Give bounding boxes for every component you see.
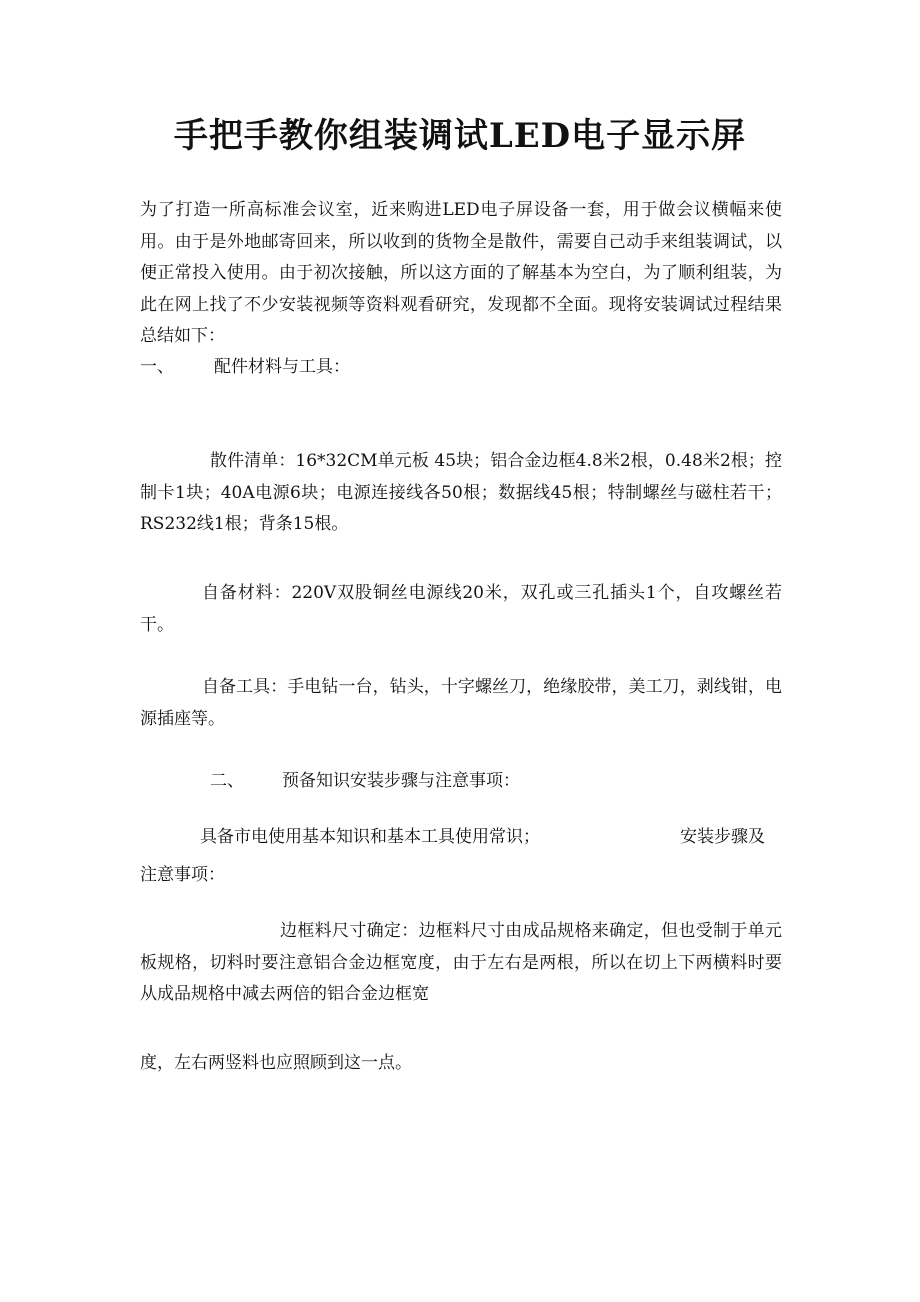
frame-size-paragraph: 边框料尺寸确定：边框料尺寸由成品规格来确定，但也受制于单元板规格，切料时要注意铝合金边框宽度，由于左右是两根，所以在切上下两横料时要从成品规格中减去两倍的铝合金边框宽: [140, 921, 782, 1004]
prerequisites-line: 具备市电使用基本知识和基本工具使用常识；: [200, 827, 540, 847]
frame-size-continuation: 度，左右两竖料也应照顾到这一点。: [140, 1053, 412, 1073]
section-2-number: 二、: [210, 771, 244, 791]
intro-paragraph: 为了打造一所高标准会议室，近来购进LED电子屏设备一套，用于做会议横幅来使用。由于是外地邮寄回来，所以收到的货物全是散件，需要自己动手来组装调试，以便正常投入使用。由于初次接触，所以这方面的了解基本为空白，为了顺利组装，为此在网上找了不少安装视频等资料观看研究，发现都不全面。现将安装调试过程结果总结如下：: [140, 200, 782, 346]
self-tools-paragraph: 自备工具：手电钻一台，钻头，十字螺丝刀，绝缘胶带，美工刀，剥线钳，电源插座等。: [140, 677, 782, 729]
steps-label-part: 安装步骤及: [680, 827, 765, 847]
section-1-heading: [140, 352, 350, 384]
document-title: 手把手教你组装调试LED电子显示屏: [173, 116, 747, 156]
self-materials-paragraph: 自备材料：220V双股铜丝电源线20米，双孔或三孔插头1个，自攻螺丝若干。: [140, 583, 782, 635]
section-1-title: 配件材料与工具：: [214, 357, 350, 377]
parts-list-paragraph: 散件清单：16*32CM单元板 45块；铝合金边框4.8米2根，0.48米2根；控制卡1块；40A电源6块；电源连接线各50根；数据线45根；特制螺丝与磁柱若干；RS232线1根；背条15根。: [140, 451, 782, 534]
section-2-title: 预备知识安装步骤与注意事项：: [282, 771, 520, 791]
section-2-heading: [210, 766, 520, 798]
section-1-number: 一、: [140, 357, 174, 377]
steps-label: 注意事项：: [140, 865, 225, 885]
